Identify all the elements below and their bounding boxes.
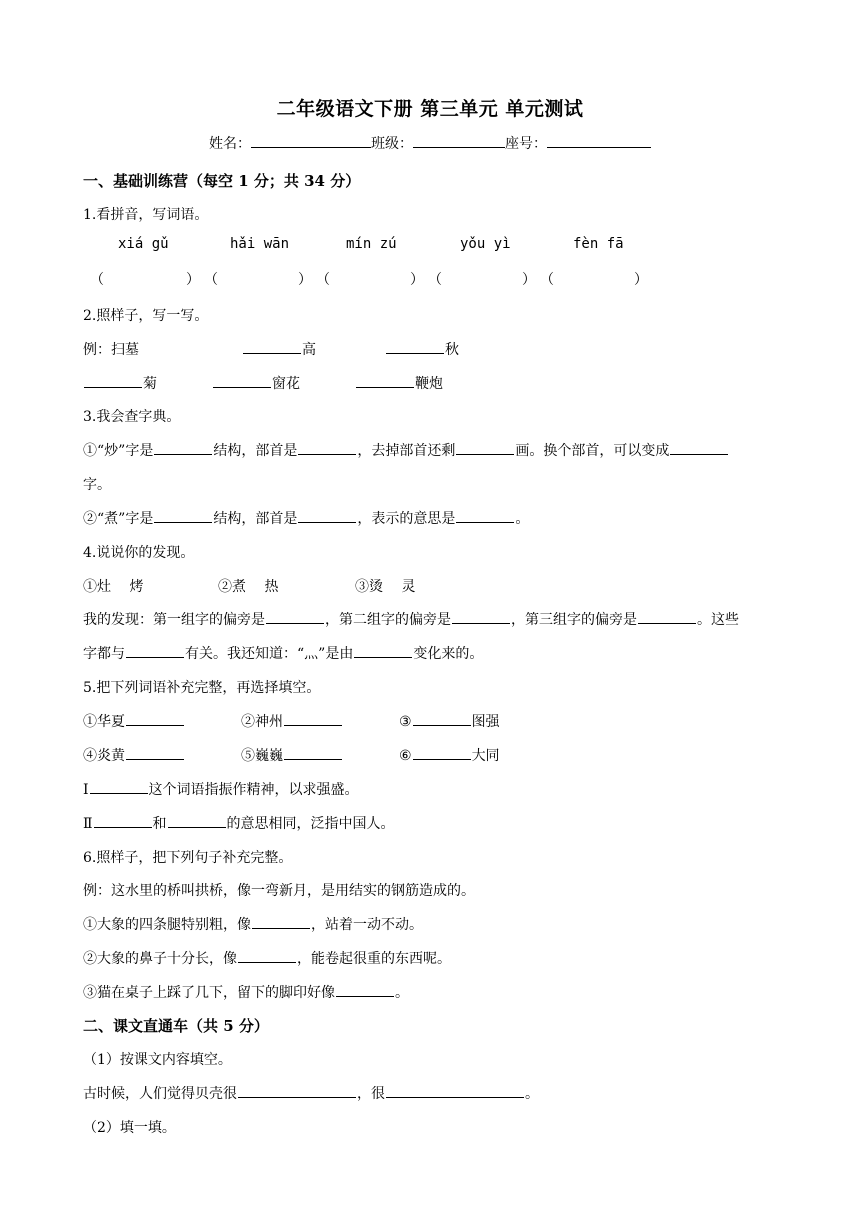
q5-choice-blank-3[interactable] (168, 814, 226, 828)
q2-item-5: 鞭炮 (355, 373, 443, 393)
q3-line2: ②“煮”字是 结构，部首是 ，表示的意思是 。 (83, 511, 530, 527)
s2-blank-2[interactable] (386, 1084, 524, 1098)
answer-box-3-close: ） (410, 272, 424, 288)
section2-part1-prompt: （1）按课文内容填空。 (83, 1052, 232, 1068)
q6-sentence-3: ③猫在桌子上踩了几下，留下的脚印好像 。 (83, 985, 409, 1001)
class-label: 班级： (371, 136, 413, 152)
q3-blank-1[interactable] (154, 441, 212, 455)
page-title: 二年级语文下册 第三单元 单元测试 (276, 98, 584, 120)
answer-box-5-open[interactable]: （ (540, 272, 554, 288)
q2-prompt: 2.照样子，写一写。 (83, 308, 209, 324)
q2-blank-1[interactable] (243, 340, 301, 354)
section1-heading: 一、基础训练营（每空 1 分；共 34 分） (83, 172, 361, 190)
q5-word-5: ⑤巍巍 (241, 745, 343, 765)
q4-finding-line2: 字都与 有关。我还知道：“灬”是由 变化来的。 (83, 646, 484, 662)
q4-prompt: 4.说说你的发现。 (83, 545, 195, 561)
q6-blank-2[interactable] (238, 949, 296, 963)
q2-blank-3[interactable] (84, 374, 142, 388)
q5-word-2: ②神州 (241, 711, 343, 731)
seat-label: 座号： (505, 136, 547, 152)
q5-blank-1[interactable] (126, 712, 184, 726)
q6-sentence-1: ①大象的四条腿特别粗，像 ，站着一动不动。 (83, 917, 423, 933)
q4-group-3: ③烫 灵 (355, 579, 416, 595)
pinyin-4: yǒu yì (460, 236, 511, 252)
q6-blank-1[interactable] (252, 915, 310, 929)
q5-prompt: 5.把下列词语补充完整，再选择填空。 (83, 680, 321, 696)
q4-blank-1[interactable] (266, 610, 324, 624)
q3-prompt: 3.我会查字典。 (83, 409, 181, 425)
answer-box-4-open[interactable]: （ (428, 272, 442, 288)
q5-choice-blank-1[interactable] (90, 780, 148, 794)
q2-item-1: 高 (242, 339, 316, 359)
q4-blank-3[interactable] (638, 610, 696, 624)
answer-box-2-close: ） (298, 272, 312, 288)
q3-blank-4[interactable] (670, 441, 728, 455)
pinyin-5: fèn fā (573, 236, 624, 252)
q5-word-4: ④炎黄 (83, 745, 185, 765)
pinyin-2: hǎi wān (230, 236, 290, 252)
q3-blank-5[interactable] (154, 509, 212, 523)
q5-blank-5[interactable] (284, 746, 342, 760)
answer-box-1-open[interactable]: （ (90, 272, 104, 288)
q3-line1-cont: 字。 (83, 477, 111, 493)
answer-box-1-close: ） (186, 272, 200, 288)
answer-box-5-close: ） (634, 272, 648, 288)
name-blank[interactable] (251, 133, 371, 148)
q4-group-2: ②煮 热 (218, 579, 279, 595)
q3-blank-2[interactable] (298, 441, 356, 455)
q2-item-4: 窗花 (212, 373, 300, 393)
q4-finding-line1: 我的发现：第一组字的偏旁是 ，第二组字的偏旁是 ，第三组字的偏旁是 。这些 (83, 612, 739, 628)
q5-blank-4[interactable] (126, 746, 184, 760)
pinyin-1: xiá gǔ (118, 236, 169, 252)
q6-example: 例：这水里的桥叫拱桥，像一弯新月，是用结实的钢筋造成的。 (83, 883, 475, 899)
q1-prompt: 1.看拼音，写词语。 (83, 207, 209, 223)
answer-box-4-close: ） (522, 272, 536, 288)
s2-blank-1[interactable] (238, 1084, 356, 1098)
class-blank[interactable] (413, 133, 505, 148)
q6-prompt: 6.照样子，把下列句子补充完整。 (83, 850, 293, 866)
q6-blank-3[interactable] (336, 983, 394, 997)
q5-blank-3[interactable] (413, 712, 471, 726)
answer-box-3-open[interactable]: （ (316, 272, 330, 288)
answer-box-2-open[interactable]: （ (204, 272, 218, 288)
q2-item-2: 秋 (385, 339, 459, 359)
q5-word-6: ⑥ 大同 (399, 748, 500, 764)
seat-blank[interactable] (547, 133, 651, 148)
q2-item-3: 菊 (83, 373, 157, 393)
q5-word-3: ③ 图强 (399, 714, 500, 730)
q5-choice-blank-2[interactable] (94, 814, 152, 828)
q6-sentence-2: ②大象的鼻子十分长，像 ，能卷起很重的东西呢。 (83, 951, 451, 967)
q2-blank-5[interactable] (356, 374, 414, 388)
section2-part2-prompt: （2）填一填。 (83, 1120, 176, 1136)
q3-line1: ①“炒”字是 结构，部首是 ，去掉部首还剩 画。换个部首，可以变成 (83, 440, 729, 460)
q5-blank-6[interactable] (413, 746, 471, 760)
q2-example: 例：扫墓 (83, 342, 139, 358)
q5-choice-1: Ⅰ 这个词语指振作精神，以求强盛。 (83, 782, 359, 798)
q5-choice-2: Ⅱ 和 的意思相同，泛指中国人。 (83, 816, 395, 832)
q4-blank-4[interactable] (126, 644, 184, 658)
q4-blank-2[interactable] (452, 610, 510, 624)
student-info-line (0, 133, 860, 153)
q5-blank-2[interactable] (284, 712, 342, 726)
q2-blank-2[interactable] (386, 340, 444, 354)
q3-blank-6[interactable] (298, 509, 356, 523)
q3-blank-3[interactable] (456, 441, 514, 455)
section2-heading: 二、课文直通车（共 5 分） (83, 1017, 269, 1035)
section2-fill-line: 古时候，人们觉得贝壳很 ，很 。 (83, 1086, 539, 1102)
q2-blank-4[interactable] (213, 374, 271, 388)
name-label: 姓名： (209, 136, 251, 152)
pinyin-3: mín zú (346, 236, 397, 252)
q4-group-1: ①灶 烤 (83, 579, 144, 595)
q3-blank-7[interactable] (456, 509, 514, 523)
q5-word-1: ①华夏 (83, 711, 185, 731)
q4-blank-5[interactable] (354, 644, 412, 658)
